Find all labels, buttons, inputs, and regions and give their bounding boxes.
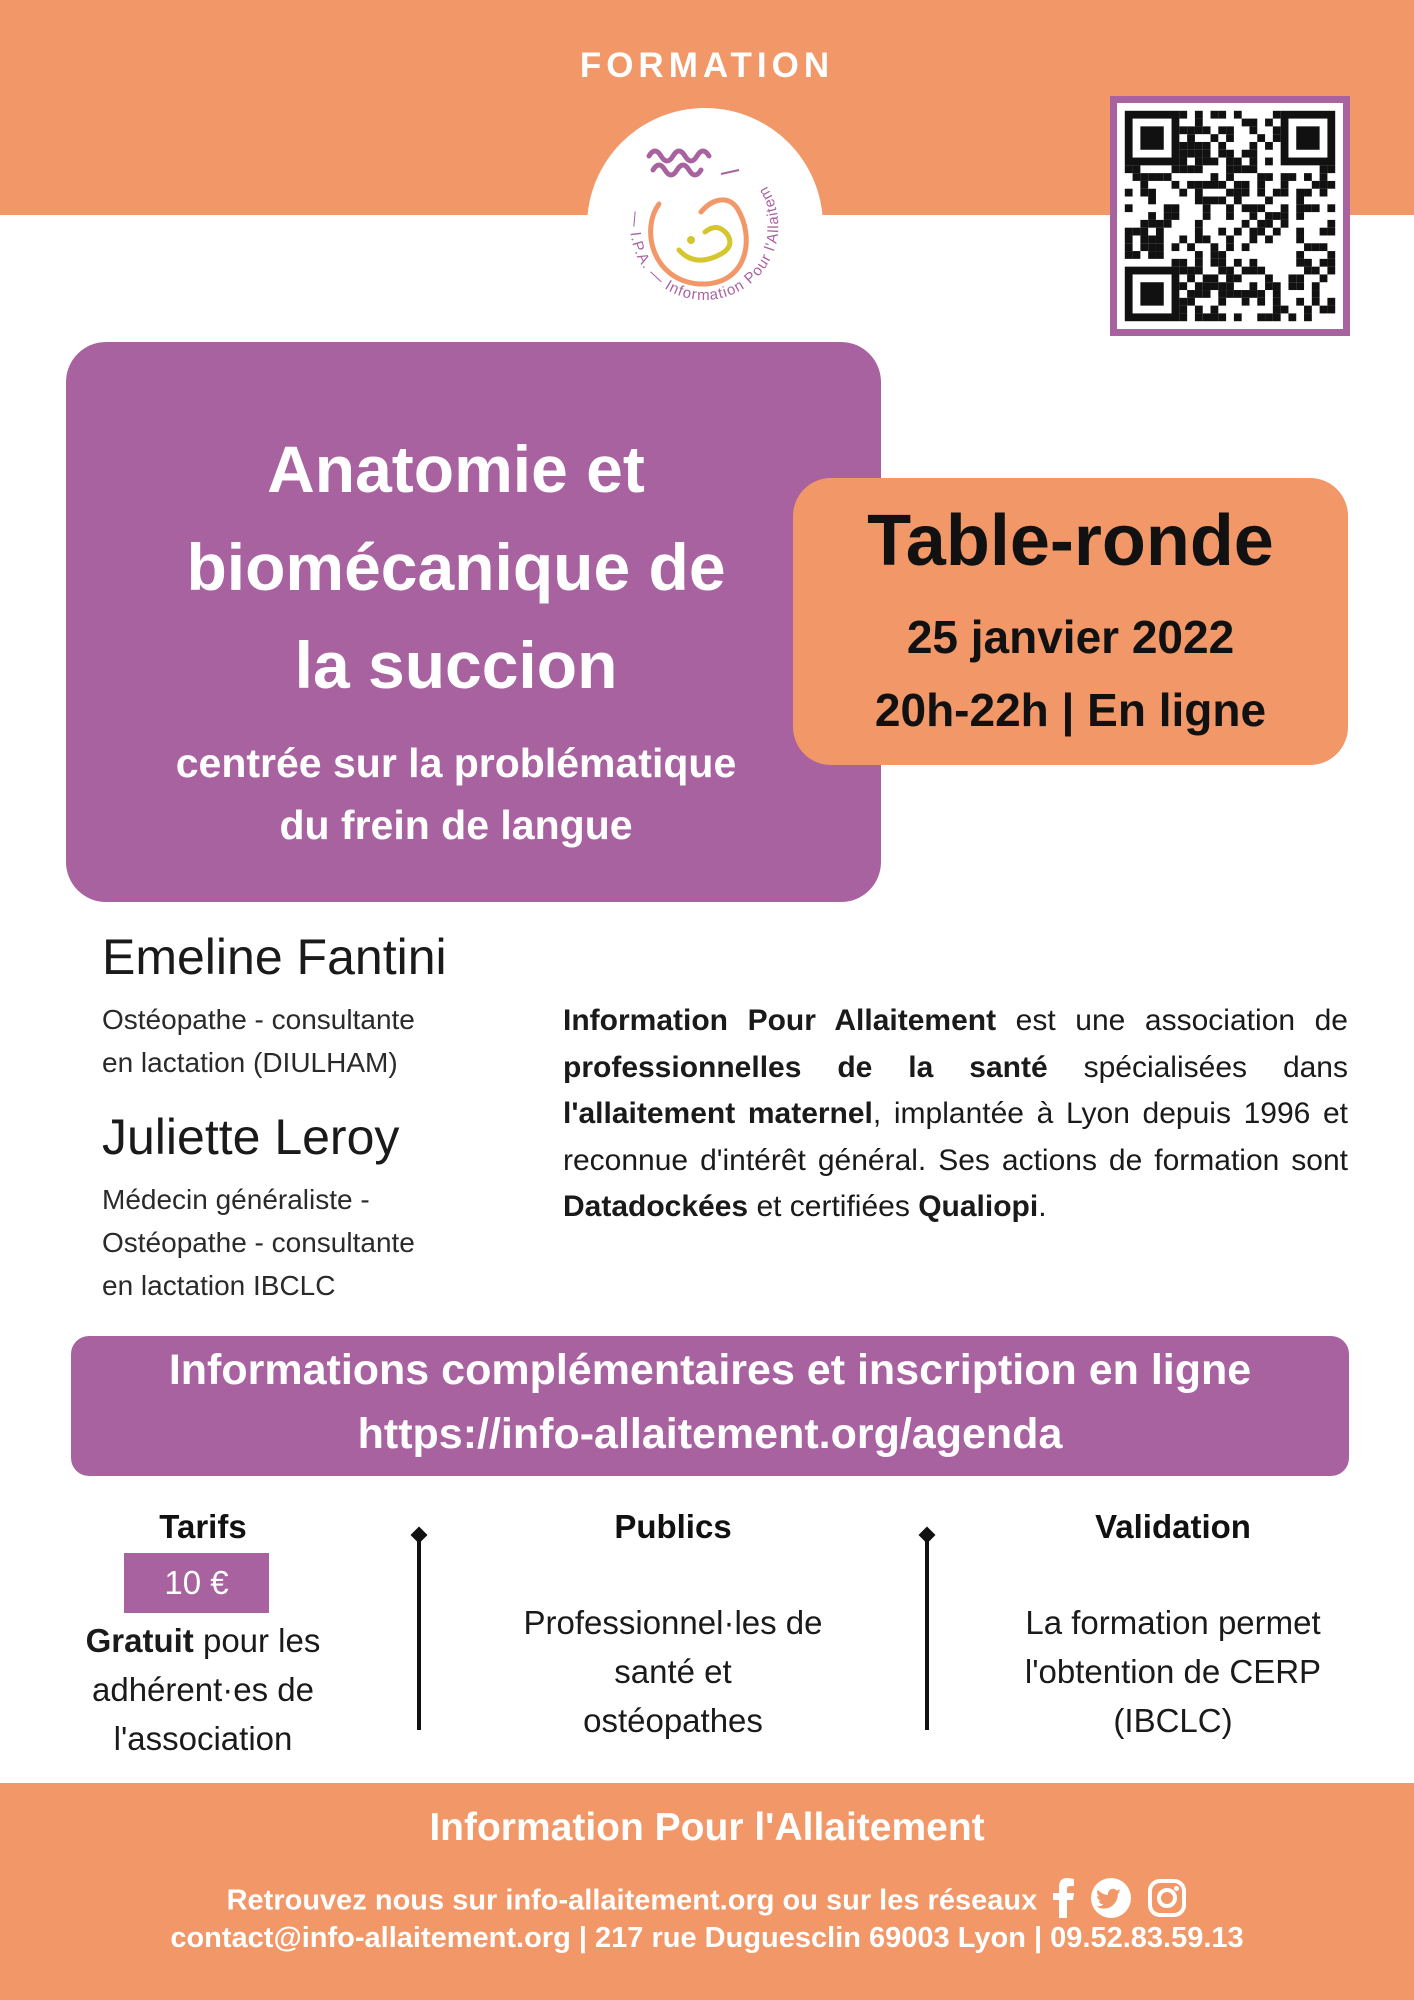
info-text: Informations complémentaires et inscription en ligne bbox=[168, 1346, 1252, 1394]
speaker-role bbox=[102, 998, 415, 1084]
description-text: spécialisées dans bbox=[1047, 1050, 1348, 1084]
speaker-name: Juliette Leroy bbox=[102, 1109, 400, 1165]
description-text: . bbox=[1038, 1190, 1047, 1223]
event-date: 25 janvier 2022 bbox=[906, 611, 1235, 663]
qr-code-icon bbox=[1117, 103, 1343, 329]
event-time-place: 20h-22h | En ligne bbox=[874, 684, 1267, 736]
speaker-role-line: en lactation IBCLC bbox=[102, 1270, 336, 1301]
course-title bbox=[96, 420, 816, 714]
column-divider bbox=[925, 1535, 929, 1730]
tarifs-free-text: pour les bbox=[193, 1622, 321, 1659]
header-title: FORMATION bbox=[579, 46, 835, 85]
publics-line: Professionnel·les de bbox=[523, 1604, 823, 1641]
svg-text:— I.P.A. — Information Pour l' bbox=[587, 108, 782, 304]
course-title-line: Anatomie et bbox=[267, 432, 645, 506]
facebook-icon[interactable] bbox=[1053, 1878, 1075, 1926]
description-text: , implantée à Lyon depuis 1996 et reconnue d'intérêt général. Ses actions de formation sont bbox=[563, 1097, 1348, 1177]
footer-contact-line: contact@info-allaitement.org | 217 rue Duguesclin 69003 Lyon | 09.52.83.59.13 bbox=[170, 1922, 1244, 1954]
description-text: est une association de bbox=[996, 1004, 1348, 1037]
validation-line: l'obtention de CERP bbox=[1024, 1653, 1322, 1690]
validation-line: La formation permet bbox=[1025, 1604, 1321, 1641]
speaker-name: Emeline Fantini bbox=[102, 929, 447, 985]
tarifs-free-text: l'association bbox=[113, 1720, 293, 1757]
registration-link[interactable]: https://info-allaitement.org/agenda bbox=[357, 1410, 1063, 1458]
tarifs-heading: Tarifs bbox=[159, 1508, 247, 1545]
validation-text bbox=[970, 1598, 1376, 1745]
logo-text: — I.P.A. — Information Pour l'Allaitem bbox=[625, 183, 783, 304]
tarifs-free-text: adhérent·es de bbox=[92, 1671, 314, 1708]
description-bold: professionnelles de la santé bbox=[563, 1050, 1048, 1084]
footer-social-line bbox=[0, 1878, 1414, 1926]
publics-heading: Publics bbox=[614, 1508, 732, 1545]
twitter-icon[interactable] bbox=[1091, 1878, 1131, 1926]
ipa-logo-icon bbox=[587, 108, 823, 344]
description-bold: l'allaitement maternel bbox=[563, 1097, 873, 1130]
qr-code[interactable] bbox=[1110, 96, 1350, 336]
publics-line: ostéopathes bbox=[583, 1702, 763, 1739]
publics-text bbox=[472, 1598, 874, 1745]
instagram-icon[interactable] bbox=[1147, 1878, 1187, 1926]
association-description bbox=[563, 998, 1348, 1231]
course-title-line: la succion bbox=[294, 628, 618, 702]
speaker-role-line: Ostéopathe - consultante bbox=[102, 1227, 415, 1258]
course-subtitle bbox=[96, 732, 816, 856]
course-subtitle-line: centrée sur la problématique bbox=[175, 740, 737, 786]
description-bold: Datadockées bbox=[563, 1190, 749, 1223]
tarifs-free-bold: Gratuit bbox=[85, 1622, 194, 1659]
event-type: Table-ronde bbox=[867, 501, 1274, 581]
column-divider bbox=[417, 1535, 421, 1730]
course-subtitle-line: du frein de langue bbox=[279, 802, 633, 848]
speaker-role-line: Ostéopathe - consultante bbox=[102, 1004, 415, 1035]
footer-title: Information Pour l'Allaitement bbox=[429, 1806, 985, 1849]
price-badge: 10 € bbox=[124, 1553, 269, 1613]
description-bold: Information Pour Allaitement bbox=[563, 1004, 997, 1037]
description-bold: Qualiopi bbox=[918, 1190, 1039, 1223]
publics-line: santé et bbox=[614, 1653, 732, 1690]
validation-line: (IBCLC) bbox=[1113, 1702, 1233, 1739]
speaker-role-line: en lactation (DIULHAM) bbox=[102, 1047, 398, 1078]
logo bbox=[587, 108, 823, 344]
speaker-role-line: Médecin généraliste - bbox=[102, 1184, 370, 1215]
course-title-line: biomécanique de bbox=[186, 530, 726, 604]
description-text: et certifiées bbox=[748, 1190, 919, 1223]
validation-heading: Validation bbox=[1095, 1508, 1251, 1545]
tarifs-text bbox=[52, 1616, 354, 1763]
speaker-role bbox=[102, 1178, 415, 1307]
footer-social-text: Retrouvez nous sur info-allaitement.org ou sur les réseaux bbox=[226, 1884, 1038, 1917]
